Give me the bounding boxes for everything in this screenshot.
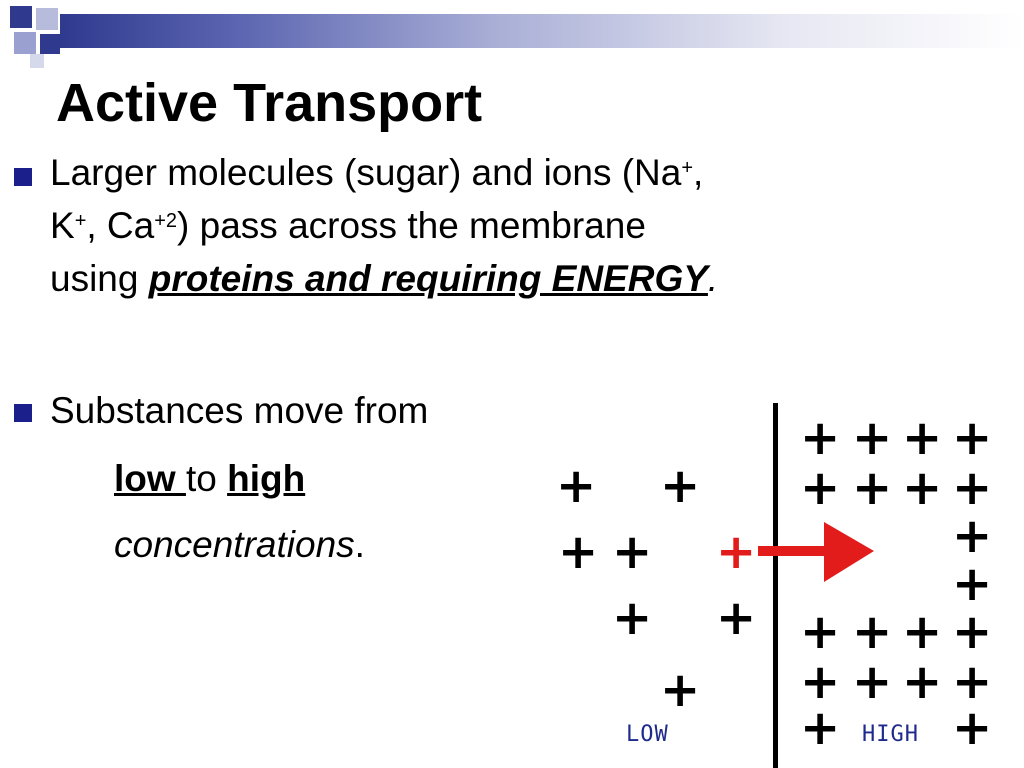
plus-ion: + <box>952 700 993 756</box>
emphasis-energy: proteins and requiring ENERGY <box>148 258 708 299</box>
plus-ion: + <box>800 604 841 660</box>
moving-ion: + <box>716 524 757 580</box>
plus-ion: + <box>800 460 841 516</box>
bullet-1-line-3: using proteins and requiring ENERGY. <box>50 258 719 299</box>
bullet-1-text <box>50 146 870 305</box>
plus-ion: + <box>800 410 841 466</box>
plus-ion: + <box>902 604 943 660</box>
plus-ion: + <box>716 590 757 646</box>
plus-ion: + <box>952 410 993 466</box>
plus-ion: + <box>852 460 893 516</box>
bullet-marker <box>14 168 32 186</box>
plus-ion: + <box>952 604 993 660</box>
low-label: LOW <box>626 722 669 747</box>
decor-square <box>40 34 60 54</box>
plus-ion: + <box>558 524 599 580</box>
plus-ion: + <box>852 654 893 710</box>
plus-ion: + <box>612 524 653 580</box>
plus-ion: + <box>952 460 993 516</box>
bullet-1-line-2: K+, $Ca^{+2}$) pass across the membrane <box>50 205 646 246</box>
bullet-1-line-1: Larger molecules (sugar) and ions (Na+, <box>50 152 704 193</box>
high-label: HIGH <box>862 722 919 747</box>
word-high: high <box>227 458 306 499</box>
plus-ion: + <box>852 604 893 660</box>
plus-ion: + <box>660 662 701 718</box>
decor-square <box>10 6 32 28</box>
slide-title: Active Transport <box>56 73 483 133</box>
header-gradient-bar <box>60 14 1024 48</box>
bullet-2-line-3: concentrations. <box>114 524 365 565</box>
transport-arrow <box>752 512 882 592</box>
plus-ion: + <box>952 654 993 710</box>
decor-square <box>14 32 36 54</box>
plus-ion: + <box>612 590 653 646</box>
bullet-2-line-1: Substances move from <box>50 390 429 431</box>
plus-ion: + <box>952 556 993 612</box>
plus-ion: + <box>800 654 841 710</box>
plus-ion: + <box>902 460 943 516</box>
bullet-marker <box>14 404 32 422</box>
decor-square <box>36 8 58 30</box>
decor-square <box>30 54 44 68</box>
bullet-2-line-2: low to high <box>114 458 306 499</box>
plus-ion: + <box>902 410 943 466</box>
plus-ion: + <box>660 458 701 514</box>
word-low: low <box>114 458 186 499</box>
plus-ion: + <box>556 458 597 514</box>
plus-ion: + <box>800 700 841 756</box>
plus-ion: + <box>852 410 893 466</box>
plus-ion: + <box>902 654 943 710</box>
plus-ion: + <box>952 508 993 564</box>
